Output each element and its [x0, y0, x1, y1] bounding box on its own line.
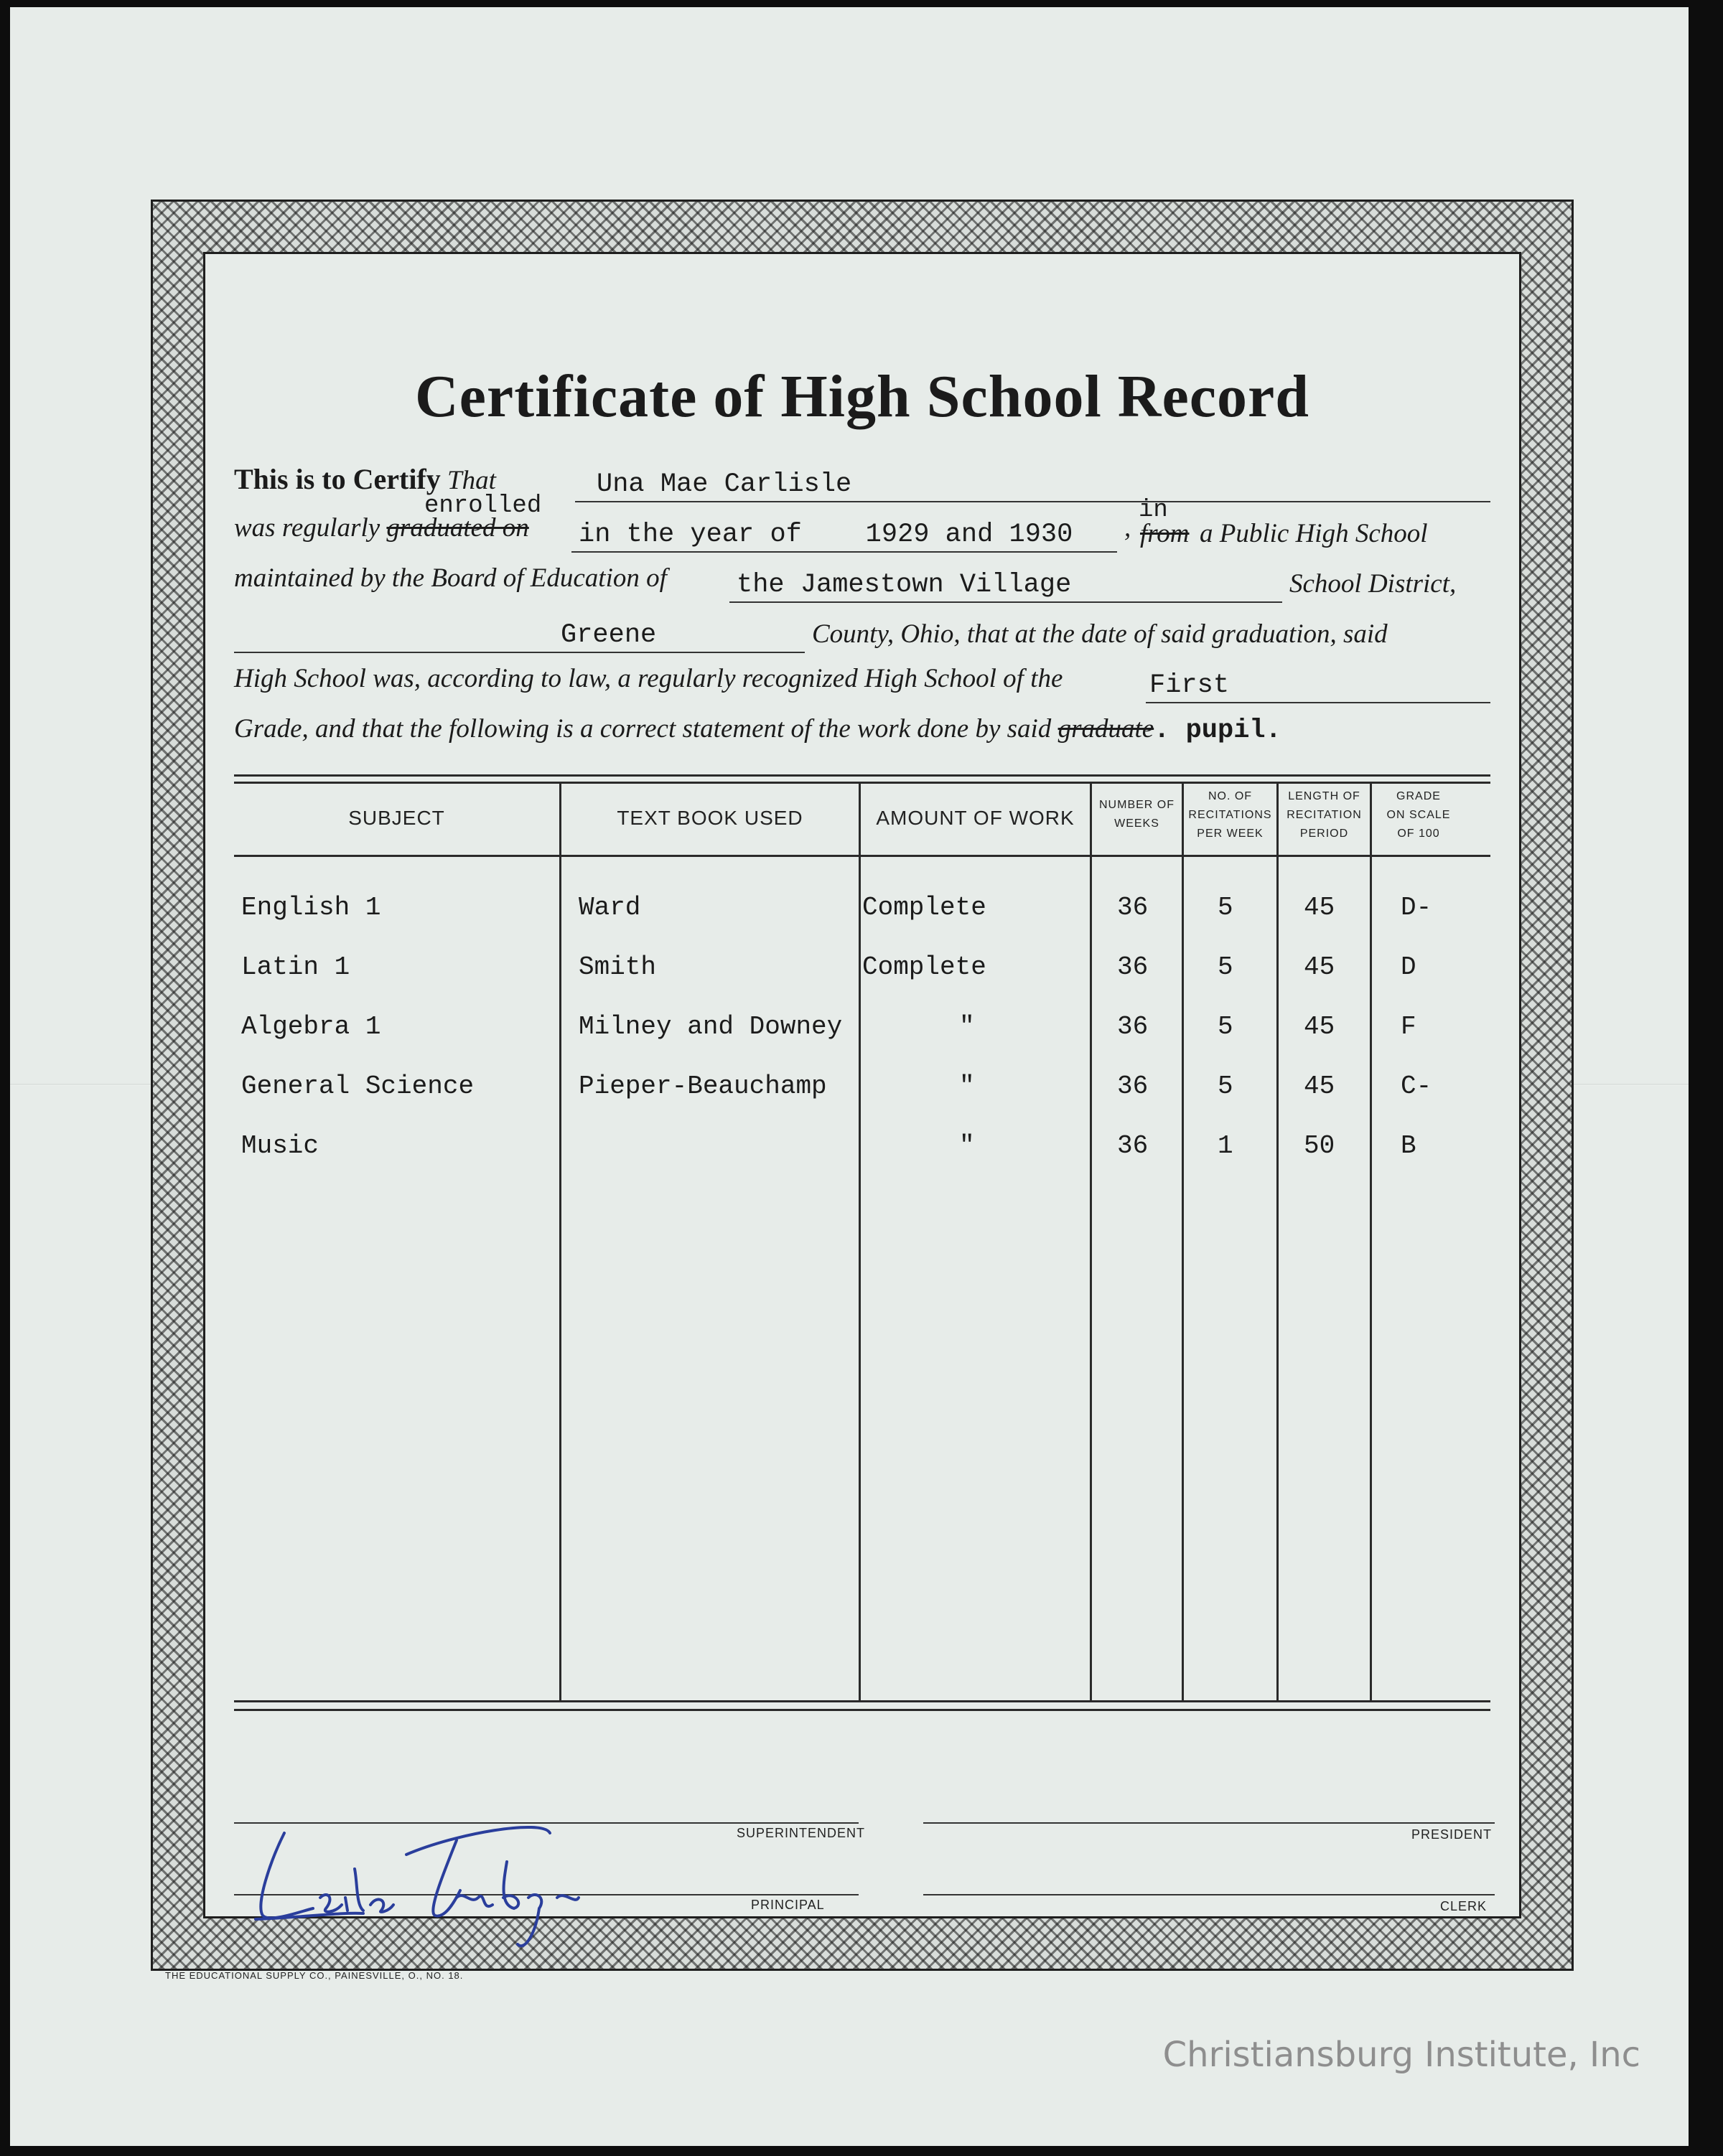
- enrollment-years: in the year of 1929 and 1930: [579, 520, 1073, 550]
- certify-line: [234, 462, 1490, 507]
- certificate-body: [203, 252, 1521, 1918]
- weeks-cell: 36: [1117, 1131, 1149, 1161]
- grade-prefix: High School was, according to law, a regularly recognized High School of the: [234, 664, 1063, 693]
- district-name: the Jamestown Village: [737, 570, 1072, 600]
- textbook-cell: Ward: [579, 893, 641, 922]
- certify-prefix: This is to Certify: [234, 463, 441, 495]
- subject-cell: Latin 1: [241, 952, 350, 982]
- was-regularly: was regularly: [234, 513, 380, 543]
- header-rule: [234, 855, 1490, 857]
- subject-cell: English 1: [241, 893, 381, 922]
- statement-prefix: Grade, and that the following is a correct statement of the work done by said: [234, 714, 1052, 744]
- recitations-cell: 5: [1218, 1012, 1233, 1041]
- county-name: Greene: [561, 620, 657, 650]
- grade-cell: C-: [1401, 1072, 1432, 1101]
- principal-label: PRINCIPAL: [751, 1898, 825, 1912]
- header-textbook: TEXT BOOK USED: [617, 807, 803, 829]
- certify-that: That: [447, 466, 496, 495]
- school-district-label: School District,: [1289, 569, 1457, 599]
- weeks-cell: 36: [1117, 952, 1149, 982]
- recitations-cell: 1: [1218, 1131, 1233, 1161]
- grade-line: [234, 663, 1490, 708]
- amount-cell: ": [959, 1072, 975, 1101]
- recitations-cell: 5: [1218, 952, 1233, 982]
- recitations-cell: 5: [1218, 893, 1233, 922]
- length-cell: 45: [1304, 1072, 1335, 1101]
- district-field: [729, 570, 1282, 603]
- watermark: Christiansburg Institute, Inc: [1162, 2035, 1640, 2075]
- statement-line: [234, 713, 1490, 758]
- grade-cell: F: [1401, 1012, 1416, 1041]
- header-amount: AMOUNT OF WORK: [876, 807, 1075, 829]
- length-cell: 50: [1304, 1131, 1335, 1161]
- subject-cell: Music: [241, 1131, 319, 1161]
- clerk-line: [923, 1894, 1495, 1895]
- length-cell: 45: [1304, 952, 1335, 982]
- length-cell: 45: [1304, 893, 1335, 922]
- in-insert: in: [1139, 497, 1168, 524]
- enrollment-line: was regularly graduated on enrolled in the year of 1929 and 1930 , in from a Public High School: [234, 512, 1490, 557]
- certificate-title: Certificate of High School Record: [414, 363, 1310, 430]
- weeks-cell: 36: [1117, 1072, 1149, 1101]
- printer-imprint: THE EDUCATIONAL SUPPLY CO., PAINESVILLE, O., NO. 18.: [165, 1970, 464, 1981]
- textbook-cell: Smith: [579, 952, 657, 982]
- from-struck: from: [1140, 519, 1190, 548]
- student-name: Una Mae Carlisle: [597, 469, 852, 500]
- graduated-on-struck: graduated on: [386, 513, 529, 543]
- grade-level: First: [1149, 670, 1230, 700]
- grade-cell: D: [1401, 952, 1416, 982]
- recitations-cell: 5: [1218, 1072, 1233, 1101]
- amount-cell: ": [959, 1131, 975, 1161]
- year-field: [571, 522, 1117, 553]
- grade-cell: B: [1401, 1131, 1416, 1161]
- subject-cell: General Science: [241, 1072, 475, 1101]
- weeks-cell: 36: [1117, 1012, 1149, 1041]
- ornamental-border: [151, 200, 1574, 1971]
- president-label: PRESIDENT: [1411, 1827, 1493, 1842]
- county-suffix: County, Ohio, that at the date of said graduation, said: [812, 619, 1388, 649]
- header-length: LENGTH OF RECITATION PERIOD: [1287, 790, 1362, 840]
- amount-cell: Complete: [862, 952, 986, 982]
- board-line: [234, 563, 1490, 607]
- textbook-cell: Pieper-Beauchamp: [579, 1072, 827, 1101]
- header-weeks: NUMBER OF WEEKS: [1099, 799, 1175, 830]
- grade-level-field: [1146, 670, 1490, 703]
- principal-signature: [241, 1790, 686, 1962]
- certificate-paper: [10, 7, 1689, 2146]
- graduate-struck: graduate: [1057, 714, 1154, 744]
- student-name-field: [575, 469, 1490, 502]
- weeks-cell: 36: [1117, 893, 1149, 922]
- county-line: [234, 613, 1490, 657]
- grade-cell: D-: [1401, 893, 1432, 922]
- header-subject: SUBJECT: [348, 807, 445, 829]
- amount-cell: ": [959, 1012, 975, 1041]
- record-table: [234, 774, 1490, 1743]
- amount-cell: Complete: [862, 893, 986, 922]
- textbook-cell: Milney and Downey: [579, 1012, 843, 1041]
- superintendent-label: SUPERINTENDENT: [737, 1826, 866, 1840]
- board-prefix: maintained by the Board of Education of: [234, 563, 667, 593]
- president-line: [923, 1822, 1495, 1824]
- header-recitations: NO. OF RECITATIONS PER WEEK: [1188, 790, 1272, 840]
- enrolled-insert: enrolled: [424, 492, 542, 520]
- header-grade: GRADE ON SCALE OF 100: [1386, 790, 1451, 840]
- subject-cell: Algebra 1: [241, 1012, 381, 1041]
- public-high-school: a Public High School: [1200, 519, 1428, 548]
- pupil-insert: . pupil.: [1154, 716, 1281, 746]
- length-cell: 45: [1304, 1012, 1335, 1041]
- county-field: [234, 620, 805, 653]
- clerk-label: CLERK: [1440, 1899, 1488, 1913]
